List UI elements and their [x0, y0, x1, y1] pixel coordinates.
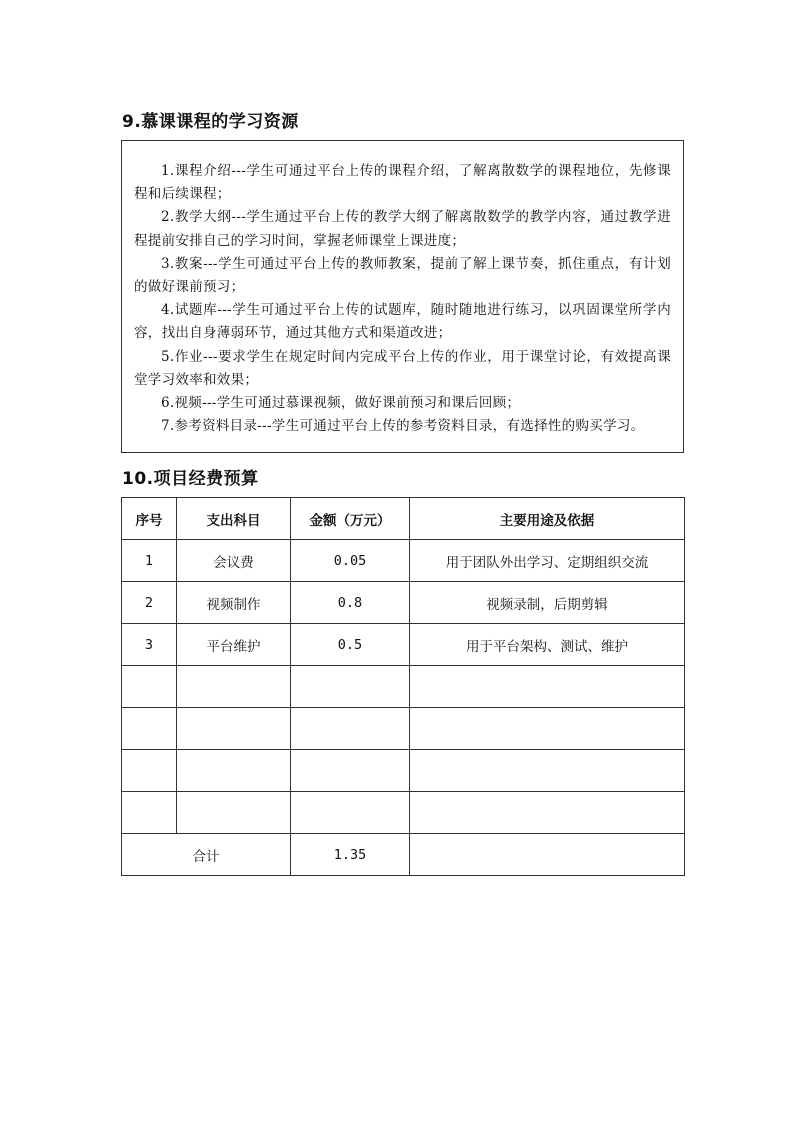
total-note — [410, 834, 685, 876]
row-amount: 0.5 — [291, 624, 410, 666]
row-amount — [291, 708, 410, 750]
table-row — [122, 540, 685, 582]
row-expense-item: 视频制作 — [177, 582, 291, 624]
row-amount: 0.8 — [291, 582, 410, 624]
row-index: 2 — [122, 582, 177, 624]
row-purpose — [410, 708, 685, 750]
table-header-row — [122, 498, 685, 540]
row-amount: 0.05 — [291, 540, 410, 582]
resource-item: 2.教学大纲---学生通过平台上传的教学大纲了解离散数学的教学内容，通过教学进程提前安排自己的学习时间，掌握老师课堂上课进度； — [134, 209, 671, 249]
row-amount — [291, 750, 410, 792]
header-expense-item: 支出科目 — [177, 498, 291, 540]
row-purpose — [410, 792, 685, 834]
row-index: 1 — [122, 540, 177, 582]
total-label: 合计 — [122, 834, 291, 876]
row-expense-item — [177, 666, 291, 708]
row-purpose: 用于平台架构、测试、维护 — [410, 624, 685, 666]
resource-item: 1.课程介绍---学生可通过平台上传的课程介绍，了解离散数学的课程地位，先修课程和后续课程； — [134, 163, 671, 203]
table-row-empty — [122, 708, 685, 750]
resource-item: 5.作业---要求学生在规定时间内完成平台上传的作业，用于课堂讨论，有效提高课堂学习效率和效果； — [134, 348, 671, 388]
row-purpose: 视频录制，后期剪辑 — [410, 582, 685, 624]
row-index — [122, 792, 177, 834]
row-expense-item — [177, 708, 291, 750]
table-row-empty — [122, 750, 685, 792]
header-amount: 金额（万元） — [291, 498, 410, 540]
table-row — [122, 624, 685, 666]
row-index: 3 — [122, 624, 177, 666]
row-purpose — [410, 750, 685, 792]
row-index — [122, 750, 177, 792]
table-row — [122, 582, 685, 624]
table-row-empty — [122, 666, 685, 708]
header-index: 序号 — [122, 498, 177, 540]
resource-item: 3.教案---学生可通过平台上传的教师教案，提前了解上课节奏，抓住重点，有计划的做好课前预习； — [134, 255, 671, 296]
table-row-empty — [122, 792, 685, 834]
header-purpose: 主要用途及依据 — [410, 498, 685, 540]
row-amount — [291, 792, 410, 834]
budget-table — [121, 497, 685, 876]
table-total-row — [122, 834, 685, 876]
row-expense-item — [177, 792, 291, 834]
section-10-title: 10.项目经费预算 — [122, 469, 259, 489]
section-9-title: 9.慕课课程的学习资源 — [122, 112, 299, 132]
row-index — [122, 666, 177, 708]
learning-resources-box — [121, 140, 684, 453]
row-expense-item — [177, 750, 291, 792]
resource-item: 6.视频---学生可通过慕课视频，做好课前预习和课后回顾； — [161, 395, 521, 412]
row-index — [122, 708, 177, 750]
row-expense-item: 会议费 — [177, 540, 291, 582]
resource-item: 7.参考资料目录---学生可通过平台上传的参考资料目录，有选择性的购买学习。 — [161, 418, 645, 435]
total-amount: 1.35 — [291, 834, 410, 876]
resource-item: 4.试题库---学生可通过平台上传的试题库，随时随地进行练习，以巩固课堂所学内容，找出自身薄弱环节，通过其他方式和渠道改进； — [134, 302, 671, 342]
row-expense-item: 平台维护 — [177, 624, 291, 666]
row-amount — [291, 666, 410, 708]
row-purpose: 用于团队外出学习、定期组织交流 — [410, 540, 685, 582]
row-purpose — [410, 666, 685, 708]
